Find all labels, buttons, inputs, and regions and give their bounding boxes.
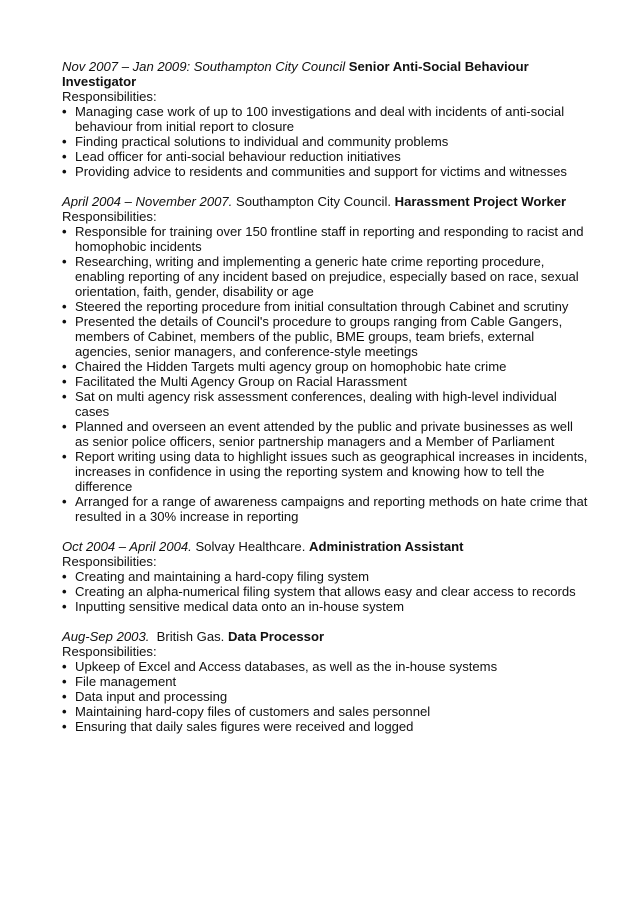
duty-item: • Facilitated the Multi Agency Group on Racial Harassment — [62, 374, 588, 389]
duty-item: • Maintaining hard-copy files of customers and sales personnel — [62, 704, 588, 719]
duties-list — [62, 224, 588, 524]
job-employer: Solvay Healthcare. — [195, 539, 306, 554]
duties-list — [62, 569, 588, 614]
duty-item: • Ensuring that daily sales figures were received and logged — [62, 719, 588, 734]
duty-item: • Researching, writing and implementing a generic hate crime reporting procedure, enabling reporting of any incident based on prejudice, especially based on race, sexual orientation, faith, gender, disability or age — [62, 254, 588, 299]
duty-item: • Presented the details of Council's procedure to groups ranging from Cable Gangers, members of Cabinet, members of the public, BME groups, team briefs, external agencies, senior managers, and conference-style meetings — [62, 314, 588, 359]
job-dates: April 2004 – November 2007. — [62, 194, 233, 209]
job-entry — [62, 539, 588, 614]
job-heading — [62, 629, 588, 644]
duty-item: • Data input and processing — [62, 689, 588, 704]
job-title: Harassment Project Worker — [394, 194, 567, 209]
job-employer: Southampton City Council. — [235, 194, 391, 209]
job-heading — [62, 59, 588, 89]
job-dates: Aug-Sep 2003. — [62, 629, 150, 644]
cv-employment-history — [62, 59, 588, 749]
duty-item: • Inputting sensitive medical data onto an in-house system — [62, 599, 588, 614]
duties-list — [62, 104, 588, 179]
responsibilities-label: Responsibilities: — [62, 209, 157, 224]
duty-item: • Arranged for a range of awareness campaigns and reporting methods on hate crime that resulted in a 30% increase in reporting — [62, 494, 588, 524]
responsibilities-label: Responsibilities: — [62, 554, 157, 569]
responsibilities-label: Responsibilities: — [62, 89, 157, 104]
duty-item: • Report writing using data to highlight issues such as geographical increases in incidents, increases in confidence in using the reporting system and knowing how to tell the difference — [62, 449, 588, 494]
job-heading — [62, 539, 588, 554]
job-dates: Nov 2007 – Jan 2009: Southampton City Council — [62, 59, 346, 74]
job-dates: Oct 2004 – April 2004. — [62, 539, 192, 554]
responsibilities-label: Responsibilities: — [62, 644, 157, 659]
job-title: Administration Assistant — [309, 539, 464, 554]
job-heading — [62, 194, 588, 209]
duty-item: • Steered the reporting procedure from initial consultation through Cabinet and scrutiny — [62, 299, 588, 314]
job-entry — [62, 194, 588, 524]
duty-item: • Lead officer for anti-social behaviour reduction initiatives — [62, 149, 588, 164]
duty-item: • Upkeep of Excel and Access databases, as well as the in-house systems — [62, 659, 588, 674]
duty-item: • Sat on multi agency risk assessment conferences, dealing with high-level individual cases — [62, 389, 588, 419]
duty-item: • Creating and maintaining a hard-copy filing system — [62, 569, 588, 584]
job-title: Data Processor — [227, 629, 325, 644]
duty-item: • Responsible for training over 150 frontline staff in reporting and responding to racist and homophobic incidents — [62, 224, 588, 254]
duty-item: • Providing advice to residents and communities and support for victims and witnesses — [62, 164, 588, 179]
duty-item: • Planned and overseen an event attended by the public and private businesses as well as senior police officers, senior partnership managers and a Member of Parliament — [62, 419, 588, 449]
job-employer: British Gas. — [156, 629, 225, 644]
duty-item: • Finding practical solutions to individual and community problems — [62, 134, 588, 149]
duty-item: • File management — [62, 674, 588, 689]
job-title: Senior Anti-Social Behaviour Investigator — [62, 59, 529, 89]
duty-item: • Chaired the Hidden Targets multi agency group on homophobic hate crime — [62, 359, 588, 374]
duties-list — [62, 659, 588, 734]
job-entry — [62, 629, 588, 734]
duty-item: • Creating an alpha-numerical filing system that allows easy and clear access to records — [62, 584, 588, 599]
job-entry — [62, 59, 588, 179]
duty-item: • Managing case work of up to 100 investigations and deal with incidents of anti-social behaviour from initial report to closure — [62, 104, 588, 134]
